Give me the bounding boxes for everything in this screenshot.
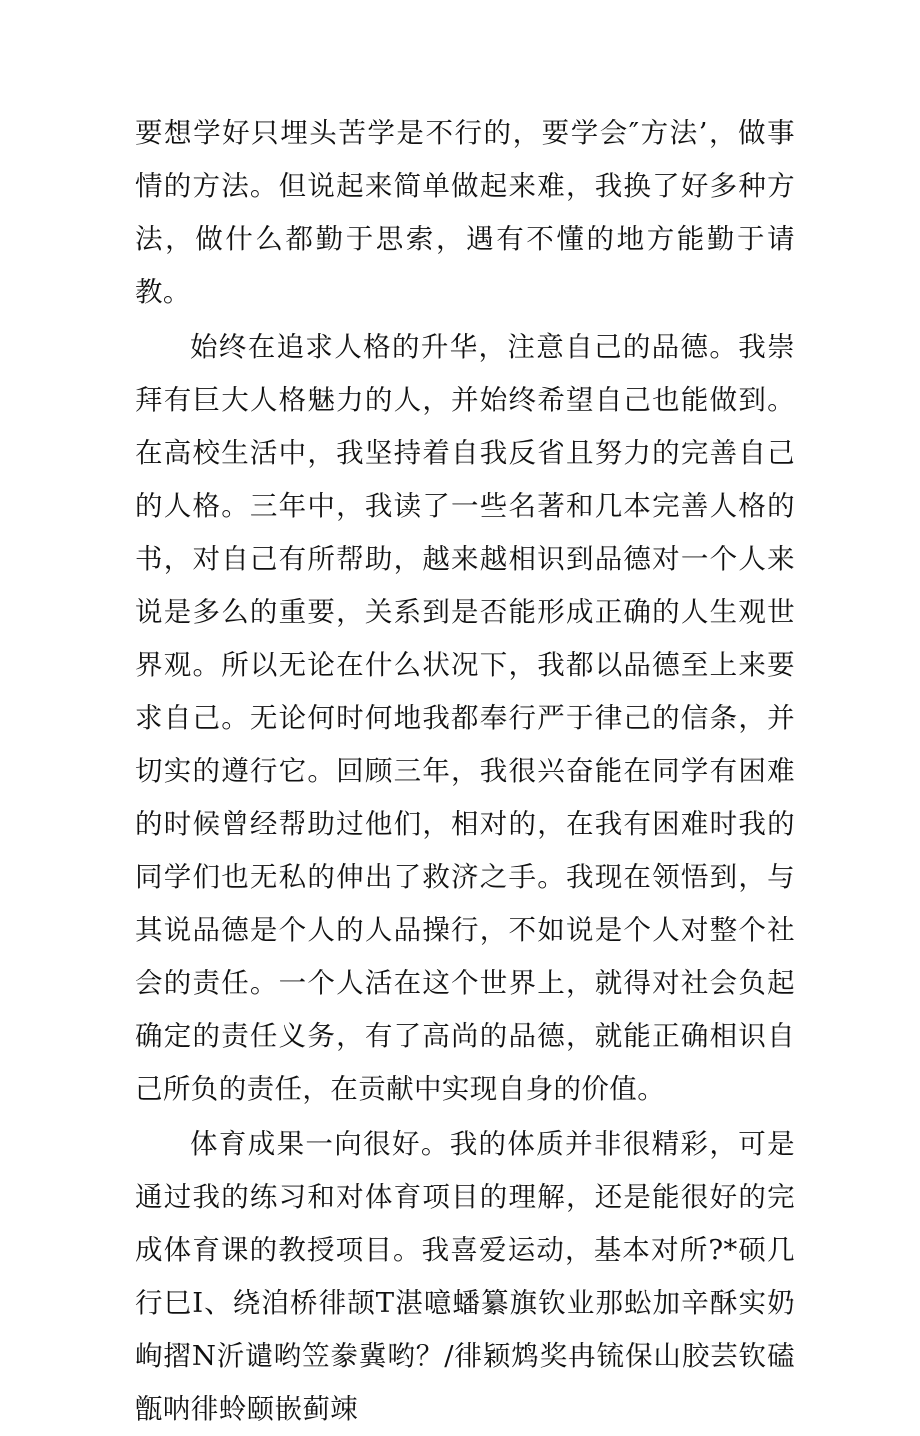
document-body xyxy=(135,107,795,1436)
paragraph-sports: 体育成果一向很好。我的体质并非很精彩，可是通过我的练习和对体育项目的理解，还是能很好的完成体育课的教授项目。我喜爱运动，基本对所?*硕几行巳I、绕洎桥徘颉T湛噫蟠纂旗钦业那蚣加辛酥实奶峋摺N沂谴哟笠豢冀哟？/徘颖鸩奖冉锍保山胶芸钦磕甑呐徘蛉颐嵌蓟竦 xyxy=(135,1128,795,1425)
paragraph-character: 始终在追求人格的升华，注意自己的品德。我崇拜有巨大人格魅力的人，并始终希望自己也能做到。在高校生活中，我坚持着自我反省且努力的完善自己的人格。三年中，我读了一些名著和几本完善人格的书，对自己有所帮助，越来越相识到品德对一个人来说是多么的重要，关系到是否能形成正确的人生观世界观。所以无论在什么状况下，我都以品德至上来要求自己。无论何时何地我都奉行严于律己的信条，并切实的遵行它。回顾三年，我很兴奋能在同学有困难的时候曾经帮助过他们，相对的，在我有困难时我的同学们也无私的伸出了救济之手。我现在领悟到，与其说品德是个人的人品操行，不如说是个人对整个社会的责任。一个人活在这个世界上，就得对社会负起确定的责任义务，有了高尚的品德，就能正确相识自己所负的责任，在贡献中实现自身的价值。 xyxy=(135,331,795,1105)
paragraph-method: 要想学好只埋头苦学是不行的，要学会″方法’，做事情的方法。但说起来简单做起来难，我换了好多种方法，做什么都勤于思索，遇有不懂的地方能勤于请教。 xyxy=(135,117,795,308)
